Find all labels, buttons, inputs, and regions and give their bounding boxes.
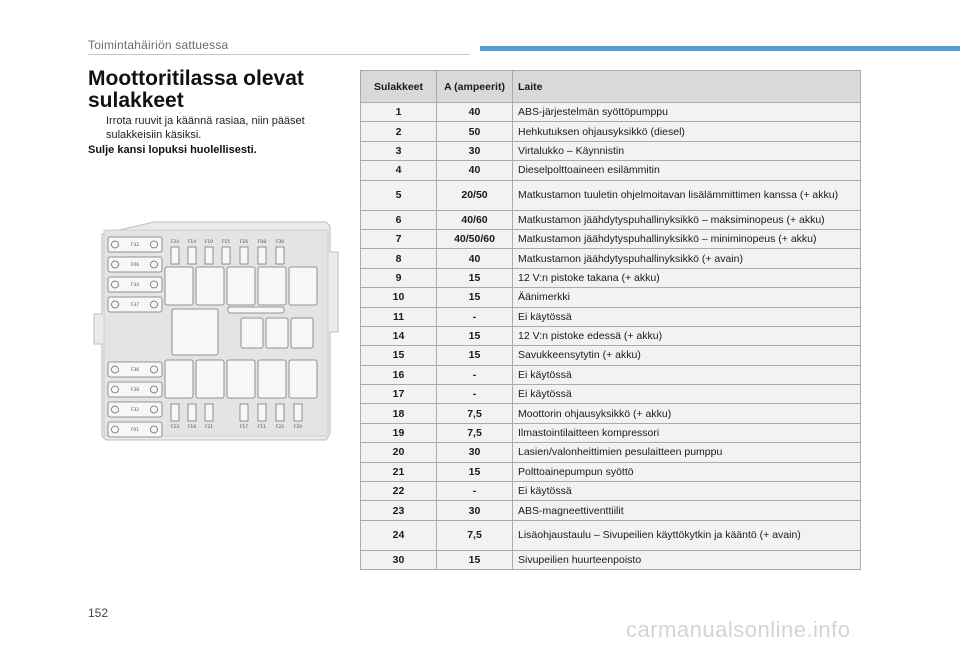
cell-device: ABS-järjestelmän syöttöpumppu (513, 103, 861, 122)
cell-fuse-number: 18 (361, 404, 437, 423)
fuse-label: F10 (204, 240, 214, 245)
table-row (361, 268, 861, 287)
table-row (361, 161, 861, 180)
cell-amperes: - (437, 482, 513, 501)
table-row (361, 326, 861, 345)
cell-device: 12 V:n pistoke takana (+ akku) (513, 268, 861, 287)
cell-fuse-number: 9 (361, 268, 437, 287)
cell-fuse-number: 4 (361, 161, 437, 180)
cell-amperes: 15 (437, 550, 513, 569)
cell-fuse-number: 8 (361, 249, 437, 268)
cell-fuse-number: 24 (361, 520, 437, 550)
cell-fuse-number: 20 (361, 443, 437, 462)
cell-device: Ei käytössä (513, 385, 861, 404)
slot-label: F01 (130, 428, 140, 433)
cell-fuse-number: 15 (361, 346, 437, 365)
cell-amperes: 15 (437, 326, 513, 345)
table-row (361, 249, 861, 268)
cell-amperes: 20/50 (437, 180, 513, 210)
column-header-device: Laite (513, 71, 861, 103)
cell-amperes: 15 (437, 268, 513, 287)
fuse-label: F21 (204, 425, 214, 430)
cell-fuse-number: 5 (361, 180, 437, 210)
fuse-label: F15 (221, 240, 231, 245)
table-row (361, 423, 861, 442)
table-row (361, 385, 861, 404)
cell-device: 12 V:n pistoke edessä (+ akku) (513, 326, 861, 345)
cell-device: Dieselpolttoaineen esilämmitin (513, 161, 861, 180)
cell-device: Hehkutuksen ohjausyksikkö (diesel) (513, 122, 861, 141)
cell-device: Ilmastointilaitteen kompressori (513, 423, 861, 442)
fuse-label: F14 (187, 240, 197, 245)
cell-fuse-number: 6 (361, 210, 437, 229)
slot-label: F38 (130, 388, 140, 393)
cell-amperes: 7,5 (437, 404, 513, 423)
table-row (361, 404, 861, 423)
slot-label: F36 (130, 368, 140, 373)
cell-device: Äänimerkki (513, 288, 861, 307)
cell-device: Savukkeensytytin (+ akku) (513, 346, 861, 365)
cell-fuse-number: 2 (361, 122, 437, 141)
cell-amperes: 50 (437, 122, 513, 141)
cell-fuse-number: 22 (361, 482, 437, 501)
cell-fuse-number: 1 (361, 103, 437, 122)
fuse-label: F08 (257, 240, 267, 245)
cell-fuse-number: 19 (361, 423, 437, 442)
cell-fuse-number: 11 (361, 307, 437, 326)
table-row (361, 180, 861, 210)
table-row (361, 229, 861, 248)
closing-instruction: Sulje kansi lopuksi huolellisesti. (88, 144, 257, 156)
table-row (361, 288, 861, 307)
fuse-label: F11 (257, 425, 267, 430)
table-row (361, 307, 861, 326)
cell-amperes: 40 (437, 249, 513, 268)
cell-fuse-number: 10 (361, 288, 437, 307)
table-row (361, 365, 861, 384)
slot-label: F34 (130, 283, 140, 288)
cell-device: Matkustamon tuuletin ohjelmoitavan lisälämmittimen kanssa (+ akku) (513, 180, 861, 210)
cell-fuse-number: 16 (361, 365, 437, 384)
cell-fuse-number: 17 (361, 385, 437, 404)
cell-fuse-number: 23 (361, 501, 437, 520)
cell-device: Matkustamon jäähdytyspuhallinyksikkö – maksiminopeus (+ akku) (513, 210, 861, 229)
cell-amperes: 15 (437, 346, 513, 365)
header-accent-bar (480, 46, 960, 51)
fuse-label: F22 (275, 425, 285, 430)
slot-label: F37 (130, 303, 140, 308)
fuse-label: F20 (293, 425, 303, 430)
cell-amperes: 40/60 (437, 210, 513, 229)
cell-amperes: - (437, 307, 513, 326)
cell-device: Lisäohjaustaulu – Sivupeilien käyttökytkin ja kääntö (+ avain) (513, 520, 861, 550)
cell-fuse-number: 30 (361, 550, 437, 569)
cell-amperes: 30 (437, 501, 513, 520)
table-row (361, 462, 861, 481)
cell-device: Ei käytössä (513, 365, 861, 384)
fuse-table (360, 70, 861, 570)
cell-amperes: 15 (437, 462, 513, 481)
table-header-row (361, 71, 861, 103)
cell-amperes: 30 (437, 443, 513, 462)
table-row (361, 520, 861, 550)
column-header-amperes: A (ampeerit) (437, 71, 513, 103)
fuse-box-diagram (90, 212, 340, 450)
cell-device: Sivupeilien huurteenpoisto (513, 550, 861, 569)
fuse-label: F24 (170, 240, 180, 245)
cell-device: ABS-magneettiventtiilit (513, 501, 861, 520)
page-number: 152 (88, 606, 109, 620)
slot-label: F32 (130, 243, 140, 248)
instruction-bullet (88, 114, 338, 142)
table-row (361, 103, 861, 122)
watermark: carmanualsonline.info (626, 617, 851, 642)
cell-device: Matkustamon jäähdytyspuhallinyksikkö – miniminopeus (+ akku) (513, 229, 861, 248)
table-row (361, 122, 861, 141)
cell-device: Lasien/valonheittimien pesulaitteen pumppu (513, 443, 861, 462)
cell-amperes: 7,5 (437, 423, 513, 442)
cell-amperes: - (437, 365, 513, 384)
header-rule (88, 54, 470, 55)
table-row (361, 141, 861, 160)
column-header-fuse: Sulakkeet (361, 71, 437, 103)
lower-relay-row (165, 360, 317, 398)
cell-fuse-number: 7 (361, 229, 437, 248)
cell-device: Matkustamon jäähdytyspuhallinyksikkö (+ avain) (513, 249, 861, 268)
fuse-label: F30 (275, 240, 285, 245)
table-row (361, 346, 861, 365)
cell-fuse-number: 14 (361, 326, 437, 345)
cell-amperes: 30 (437, 141, 513, 160)
page-title: Moottoritilassa olevat sulakkeet (88, 67, 304, 112)
cell-amperes: 7,5 (437, 520, 513, 550)
cell-fuse-number: 21 (361, 462, 437, 481)
table-row (361, 210, 861, 229)
fuse-label: F17 (239, 425, 249, 430)
section-header: Toimintahäiriön sattuessa (88, 38, 229, 52)
cell-amperes: 40 (437, 103, 513, 122)
table-row (361, 482, 861, 501)
cell-amperes: 40/50/60 (437, 229, 513, 248)
cell-device: Polttoainepumpun syöttö (513, 462, 861, 481)
cell-amperes: - (437, 385, 513, 404)
fuse-table-body (361, 103, 861, 570)
cell-device: Ei käytössä (513, 307, 861, 326)
fuse-label: F23 (170, 425, 180, 430)
table-row (361, 443, 861, 462)
cell-device: Virtalukko – Käynnistin (513, 141, 861, 160)
fuse-label: F16 (239, 240, 249, 245)
cell-device: Moottorin ohjausyksikkö (+ akku) (513, 404, 861, 423)
cell-amperes: 40 (437, 161, 513, 180)
cell-amperes: 15 (437, 288, 513, 307)
cell-fuse-number: 3 (361, 141, 437, 160)
fuse-label: F18 (187, 425, 197, 430)
table-row (361, 501, 861, 520)
cell-device: Ei käytössä (513, 482, 861, 501)
table-row (361, 550, 861, 569)
slot-label: F32 (130, 408, 140, 413)
instruction-text: Irrota ruuvit ja käännä rasiaa, niin pääset sulakkeisiin käsiksi. (106, 115, 305, 141)
slot-label: F06 (130, 263, 140, 268)
